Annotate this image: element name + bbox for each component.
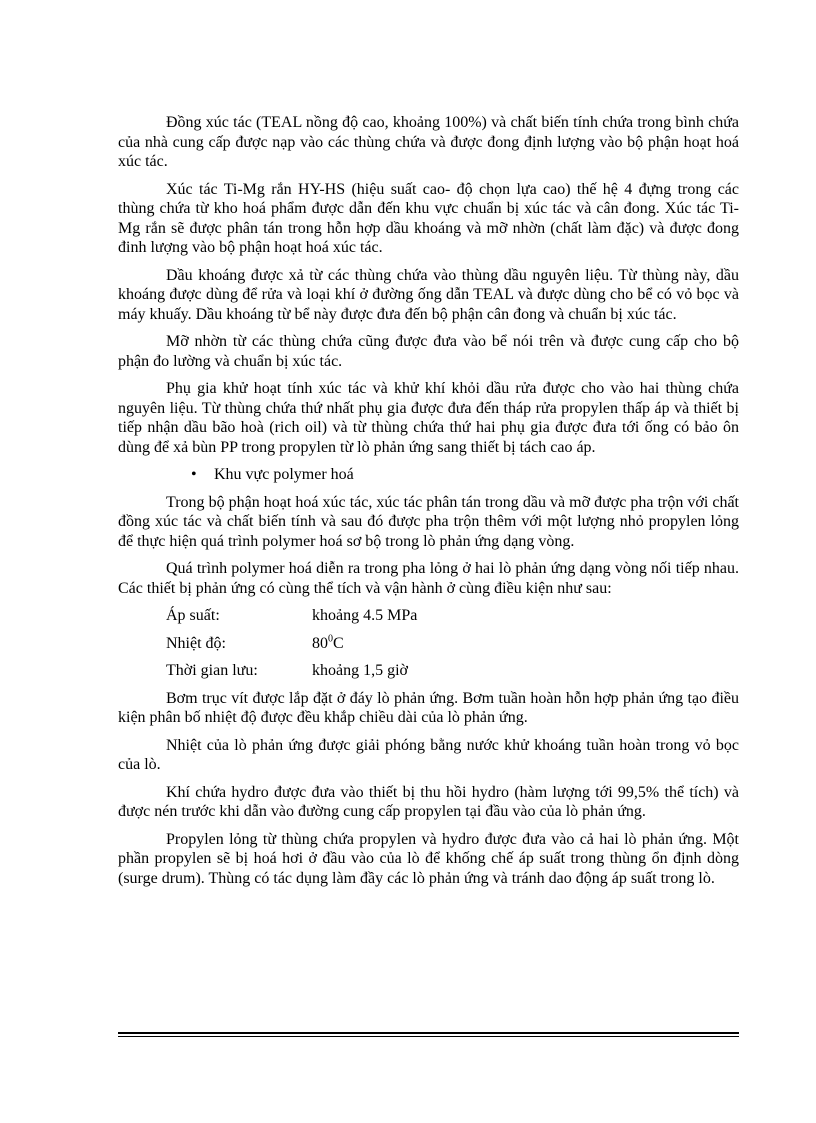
spec-row-pressure [166,606,739,626]
spec-label: Áp suất: [166,607,220,624]
paragraph-catalyst-activation: Trong bộ phận hoạt hoá xúc tác, xúc tác phân tán trong dầu và mỡ được pha trộn với chất đồng xúc tác và chất biến tính và sau đó được pha trộn thêm với một lượng nhỏ propylen lỏng để thực hiện quá trình polymer hoá sơ bộ trong lò phản ứng dạng vòng. [118,493,739,550]
paragraph-grease: Mỡ nhờn từ các thùng chứa cũng được đưa vào bể nói trên và được cung cấp cho bộ phận đo lường và chuẩn bị xúc tác. [118,333,739,370]
section-bullet-polymerization [118,465,739,485]
temperature-number: 80 [312,634,328,652]
paragraph-loop-reactors: Quá trình polymer hoá diễn ra trong pha lỏng ở hai lò phản ứng dạng vòng nối tiếp nhau. Các thiết bị phản ứng có cùng thể tích và vận hành ở cùng điều kiện như sau: [118,560,739,597]
paragraph-screw-pump: Bơm trục vít được lắp đặt ở đáy lò phản ứng. Bơm tuần hoàn hỗn hợp phản ứng tạo điều kiện phân bố nhiệt độ được đều khắp chiều dài của lò phản ứng. [118,689,739,726]
section-heading: Khu vực polymer hoá [214,466,354,483]
spec-row-residence-time [166,661,739,681]
footer-double-rule [118,1032,739,1037]
paragraph-additives: Phụ gia khử hoạt tính xúc tác và khử khí khỏi dầu rửa được cho vào hai thùng chứa nguyên liệu. Từ thùng chứa thứ nhất phụ gia được đưa đến tháp rửa propylen thấp áp và thiết bị tiếp nhận dầu bão hoà (rich oil) và từ thùng chứa thứ hai phụ gia được đưa tới ống có bảo ôn dùng để xả bùn PP trong propylen từ lò phản ứng sang thiết bị tách cao áp. [118,380,739,456]
paragraph-mineral-oil: Dầu khoáng được xả từ các thùng chứa vào thùng dầu nguyên liệu. Từ thùng này, dầu khoáng được dùng để rửa và loại khí ở đường ống dẫn TEAL và được dùng cho bể có vỏ bọc và máy khuấy. Dầu khoáng từ bể này được đưa đến bộ phận cân đong và chuẩn bị xúc tác. [118,266,739,323]
spec-label: Nhiệt độ: [166,634,226,652]
document-body [118,113,739,896]
bullet-symbol: • [191,466,197,483]
paragraph-heat-removal: Nhiệt của lò phản ứng được giải phóng bằng nước khử khoáng tuần hoàn trong vỏ bọc của lò. [118,736,739,773]
degree-superscript: 0 [328,633,333,645]
paragraph-liquid-propylene: Propylen lỏng từ thùng chứa propylen và hydro được đưa vào cả hai lò phản ứng. Một phần propylen sẽ bị hoá hơi ở đầu vào của lò để khống chế áp suất trong thùng ổn định dòng (surge drum). Thùng có tác dụng làm đầy các lò phản ứng và tránh dao động áp suất trong lò. [118,830,739,887]
spec-value: khoảng 4.5 MPa [312,607,418,624]
paragraph-ti-mg-catalyst: Xúc tác Ti-Mg rắn HY-HS (hiệu suất cao- độ chọn lựa cao) thế hệ 4 đựng trong các thùng chứa từ kho hoá phẩm được dẫn đến khu vực chuẩn bị xúc tác và cân đong. Xúc tác Ti-Mg rắn sẽ được phân tán trong hỗn hợp dầu khoáng và mỡ nhờn (chất làm đặc) và được đong đinh lượng vào bộ phận hoạt hoá xúc tác. [118,180,739,256]
temperature-unit: C [333,634,344,652]
spec-value [312,634,344,654]
paragraph-hydrogen: Khí chứa hydro được đưa vào thiết bị thu hồi hydro (hàm lượng tới 99,5% thể tích) và được nén trước khi dẫn vào đường cung cấp propylen tại đầu vào của lò phản ứng. [118,783,739,820]
spec-row-temperature [166,634,739,654]
spec-value: khoảng 1,5 giờ [312,662,409,679]
spec-label: Thời gian lưu: [166,662,258,679]
paragraph-cocatalyst: Đồng xúc tác (TEAL nồng độ cao, khoảng 100%) và chất biến tính chứa trong bình chứa của nhà cung cấp được nạp vào các thùng chứa và được đong định lượng vào bộ phận hoạt hoá xúc tác. [118,114,739,170]
